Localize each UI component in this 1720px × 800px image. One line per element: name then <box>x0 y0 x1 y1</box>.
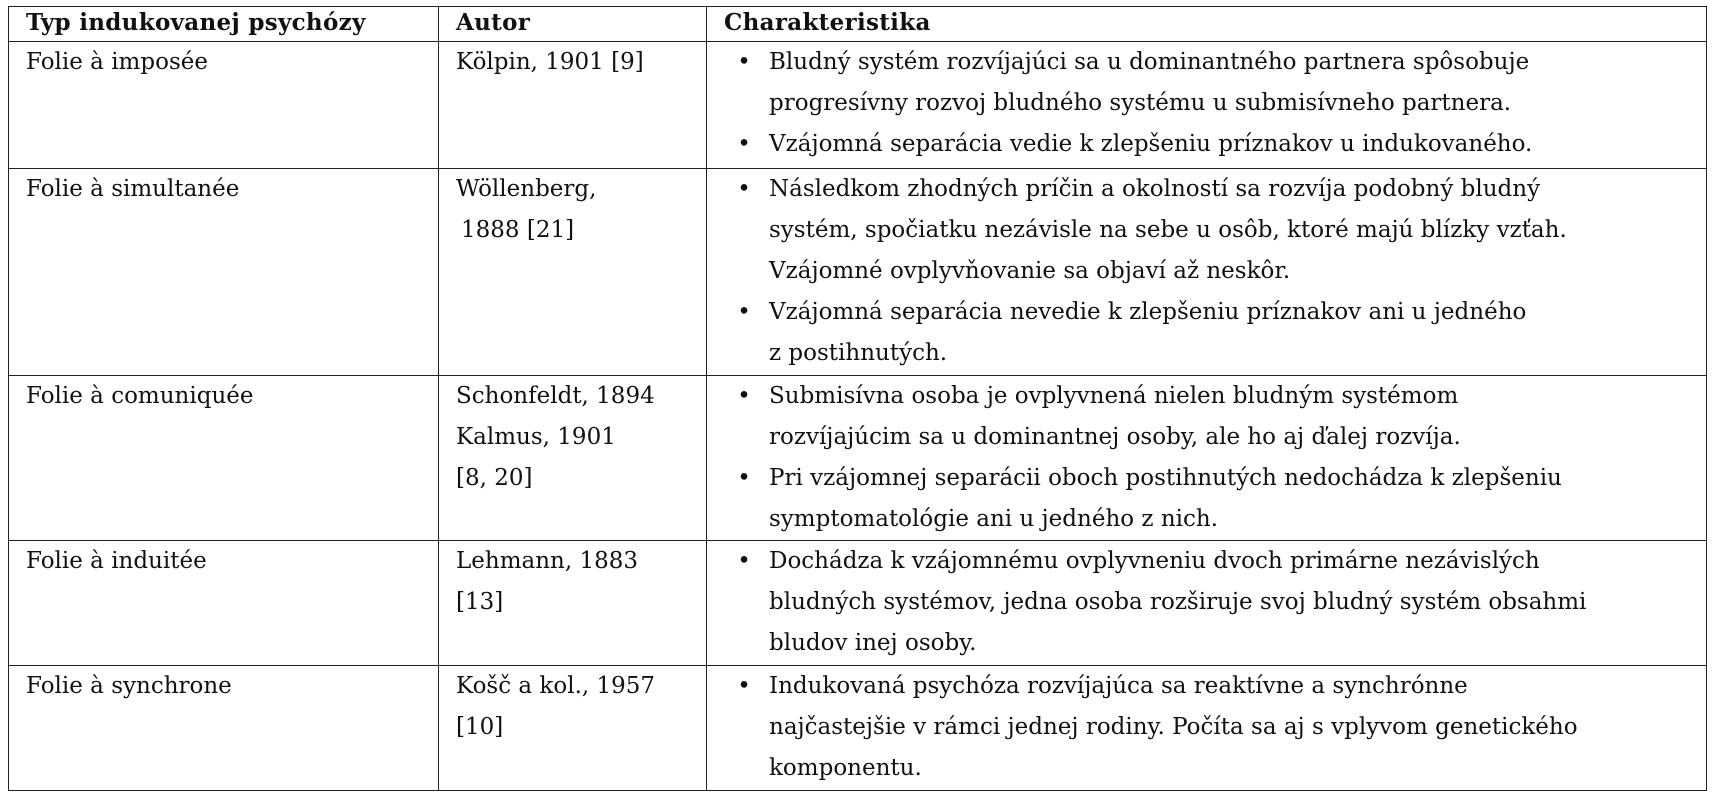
type-label: Folie à comuniquée <box>26 383 254 409</box>
bullet-text-line: bludov inej osoby. <box>769 630 977 656</box>
bullet-item <box>729 666 1696 789</box>
bullet-icon: • <box>737 49 751 75</box>
bullet-text-line: Dochádza k vzájomnému ovplyvneniu dvoch primárne nezávislých <box>769 548 1540 574</box>
bullet-icon: • <box>737 465 751 491</box>
psychosis-types-table <box>8 6 1707 791</box>
author-line: Schonfeldt, 1894 <box>456 383 655 409</box>
bullet-item <box>729 124 1696 165</box>
bullet-text-line: progresívny rozvoj bludného systému u submisívneho partnera. <box>769 90 1512 116</box>
bullet-text-line: Pri vzájomnej separácii oboch postihnutých nedochádza k zlepšeniu <box>769 465 1562 491</box>
bullet-text-line: systém, spočiatku nezávisle na sebe u osôb, ktoré majú blízky vzťah. <box>769 217 1567 243</box>
cell-characteristics <box>707 376 1707 541</box>
header-author: Autor <box>439 7 707 42</box>
bullet-icon: • <box>737 383 751 409</box>
author-line: Kölpin, 1901 [9] <box>456 49 644 75</box>
bullet-text-line: najčastejšie v rámci jednej rodiny. Počíta sa aj s vplyvom genetického <box>769 714 1578 740</box>
bullet-icon: • <box>737 131 751 157</box>
cell-characteristics <box>707 169 1707 376</box>
bullet-item <box>729 292 1696 374</box>
cell-author <box>439 541 707 666</box>
author-line: Wöllenberg, <box>456 176 597 202</box>
type-label: Folie à induitée <box>26 548 207 574</box>
bullet-list <box>729 42 1696 165</box>
table-row <box>9 376 1707 541</box>
bullet-list <box>729 376 1696 540</box>
table-header-row <box>9 7 1707 42</box>
author-line: 1888 [21] <box>461 217 575 243</box>
bullet-item <box>729 458 1696 540</box>
author-line: Košč a kol., 1957 <box>456 673 656 699</box>
bullet-item <box>729 169 1696 292</box>
table-row <box>9 42 1707 169</box>
table-row <box>9 169 1707 376</box>
cell-type <box>9 169 439 376</box>
bullet-text-line: Indukovaná psychóza rozvíjajúca sa reaktívne a synchrónne <box>769 673 1468 699</box>
bullet-icon: • <box>737 299 751 325</box>
bullet-icon: • <box>737 673 751 699</box>
cell-author <box>439 376 707 541</box>
author-line: [10] <box>456 714 504 740</box>
cell-type <box>9 376 439 541</box>
author-line: [13] <box>456 589 504 615</box>
bullet-text-line: Vzájomné ovplyvňovanie sa objaví až neskôr. <box>769 258 1291 284</box>
bullet-list <box>729 541 1696 664</box>
table-header <box>9 7 1707 42</box>
cell-author <box>439 169 707 376</box>
bullet-list <box>729 169 1696 374</box>
cell-characteristics <box>707 666 1707 791</box>
bullet-text-line: bludných systémov, jedna osoba rozširuje svoj bludný systém obsahmi <box>769 589 1587 615</box>
header-type: Typ indukovanej psychózy <box>9 7 439 42</box>
bullet-text-line: Vzájomná separácia nevedie k zlepšeniu príznakov ani u jedného <box>769 299 1527 325</box>
cell-author <box>439 666 707 791</box>
bullet-text-line: rozvíjajúcim sa u dominantnej osoby, ale ho aj ďalej rozvíja. <box>769 424 1461 450</box>
bullet-item <box>729 541 1696 664</box>
cell-type <box>9 666 439 791</box>
cell-characteristics <box>707 42 1707 169</box>
bullet-item <box>729 376 1696 458</box>
bullet-list <box>729 666 1696 789</box>
bullet-text-line: z postihnutých. <box>769 340 948 366</box>
table-row <box>9 666 1707 791</box>
bullet-text-line: Následkom zhodných príčin a okolností sa rozvíja podobný bludný <box>769 176 1541 202</box>
type-label: Folie à synchrone <box>26 673 232 699</box>
bullet-icon: • <box>737 548 751 574</box>
table-row <box>9 541 1707 666</box>
author-line: [8, 20] <box>456 465 533 491</box>
author-line: Kalmus, 1901 <box>456 424 616 450</box>
bullet-text-line: Bludný systém rozvíjajúci sa u dominantného partnera spôsobuje <box>769 49 1530 75</box>
table-body <box>9 42 1707 791</box>
bullet-text-line: komponentu. <box>769 755 922 781</box>
type-label: Folie à simultanée <box>26 176 240 202</box>
type-label: Folie à imposée <box>26 49 208 75</box>
author-line: Lehmann, 1883 <box>456 548 639 574</box>
bullet-text-line: Submisívna osoba je ovplyvnená nielen bludným systémom <box>769 383 1459 409</box>
cell-author <box>439 42 707 169</box>
psychosis-types-table-container <box>8 6 1707 791</box>
bullet-text-line: symptomatológie ani u jedného z nich. <box>769 506 1219 532</box>
bullet-item <box>729 42 1696 124</box>
bullet-icon: • <box>737 176 751 202</box>
header-characteristics: Charakteristika <box>707 7 1707 42</box>
bullet-text-line: Vzájomná separácia vedie k zlepšeniu príznakov u indukovaného. <box>769 131 1533 157</box>
cell-characteristics <box>707 541 1707 666</box>
cell-type <box>9 42 439 169</box>
cell-type <box>9 541 439 666</box>
